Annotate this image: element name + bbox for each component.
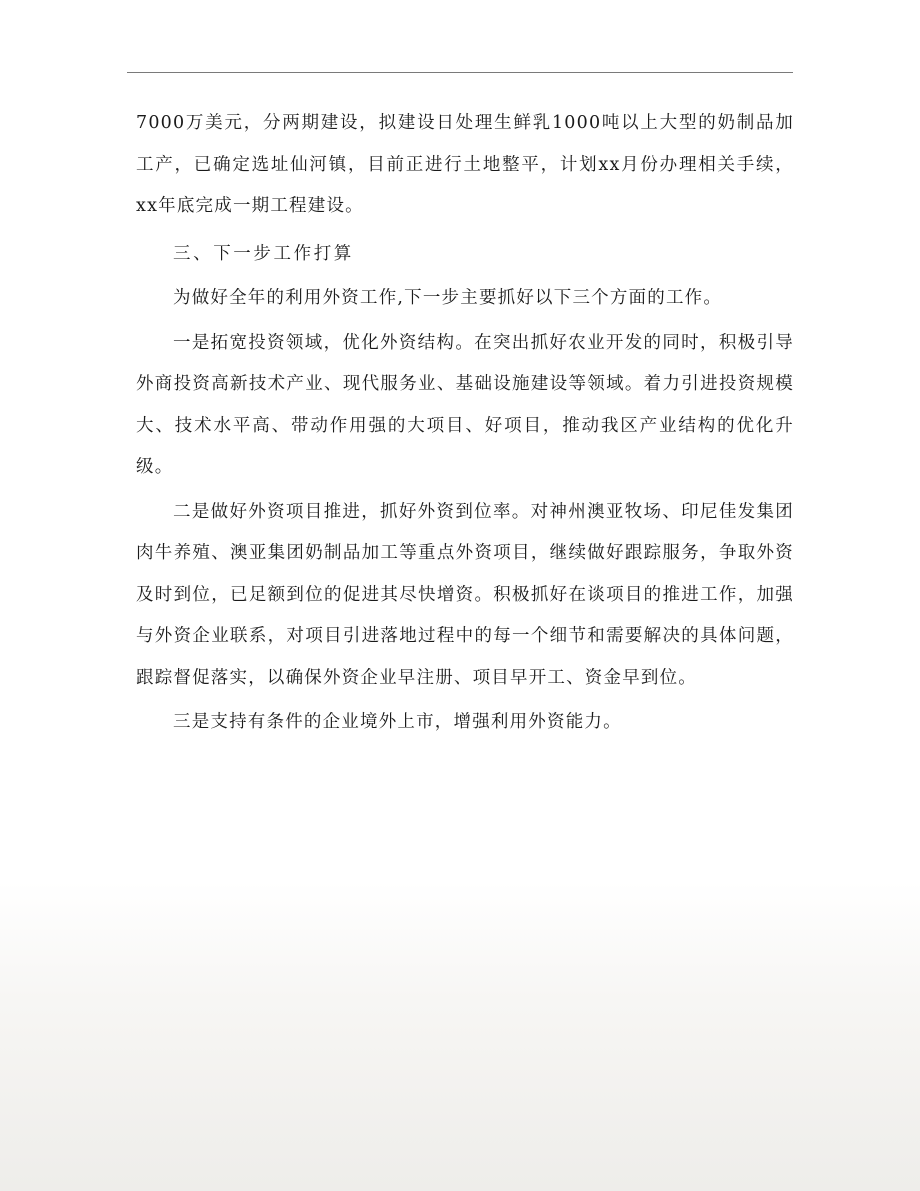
section-heading: 三、下一步工作打算 <box>173 243 354 264</box>
paragraph-point-one: 一是拓宽投资领域，优化外资结构。在突出抓好农业开发的同时，积极引导外商投资高新技术产业、现代服务业、基础设施建设等领域。着力引进投资规模大、技术水平高、带动作用强的大项目、好项目，推动我区产业结构的优化升级。 <box>136 332 794 477</box>
paragraph-point-two: 二是做好外资项目推进，抓好外资到位率。对神州澳亚牧场、印尼佳发集团肉牛养殖、澳亚集团奶制品加工等重点外资项目，继续做好跟踪服务，争取外资及时到位，已足额到位的促进其尽快增资。积极抓好在谈项目的推进工作，加强与外资企业联系，对项目引进落地过程中的每一个细节和需要解决的具体问题，跟踪督促落实，以确保外资企业早注册、项目早开工、资金早到位。 <box>136 501 794 688</box>
paragraph-point-three: 三是支持有条件的企业境外上市，增强利用外资能力。 <box>173 712 622 732</box>
document-body <box>136 103 794 744</box>
header-rule <box>127 72 793 73</box>
paragraph-continuation: 7000万美元，分两期建设，拟建设日处理生鲜乳1000吨以上大型的奶制品加工产，已确定选址仙河镇，目前正进行土地整平，计划xx月份办理相关手续，xx年底完成一期工程建设。 <box>136 113 794 216</box>
paragraph-intro: 为做好全年的利用外资工作,下一步主要抓好以下三个方面的工作。 <box>173 288 723 308</box>
